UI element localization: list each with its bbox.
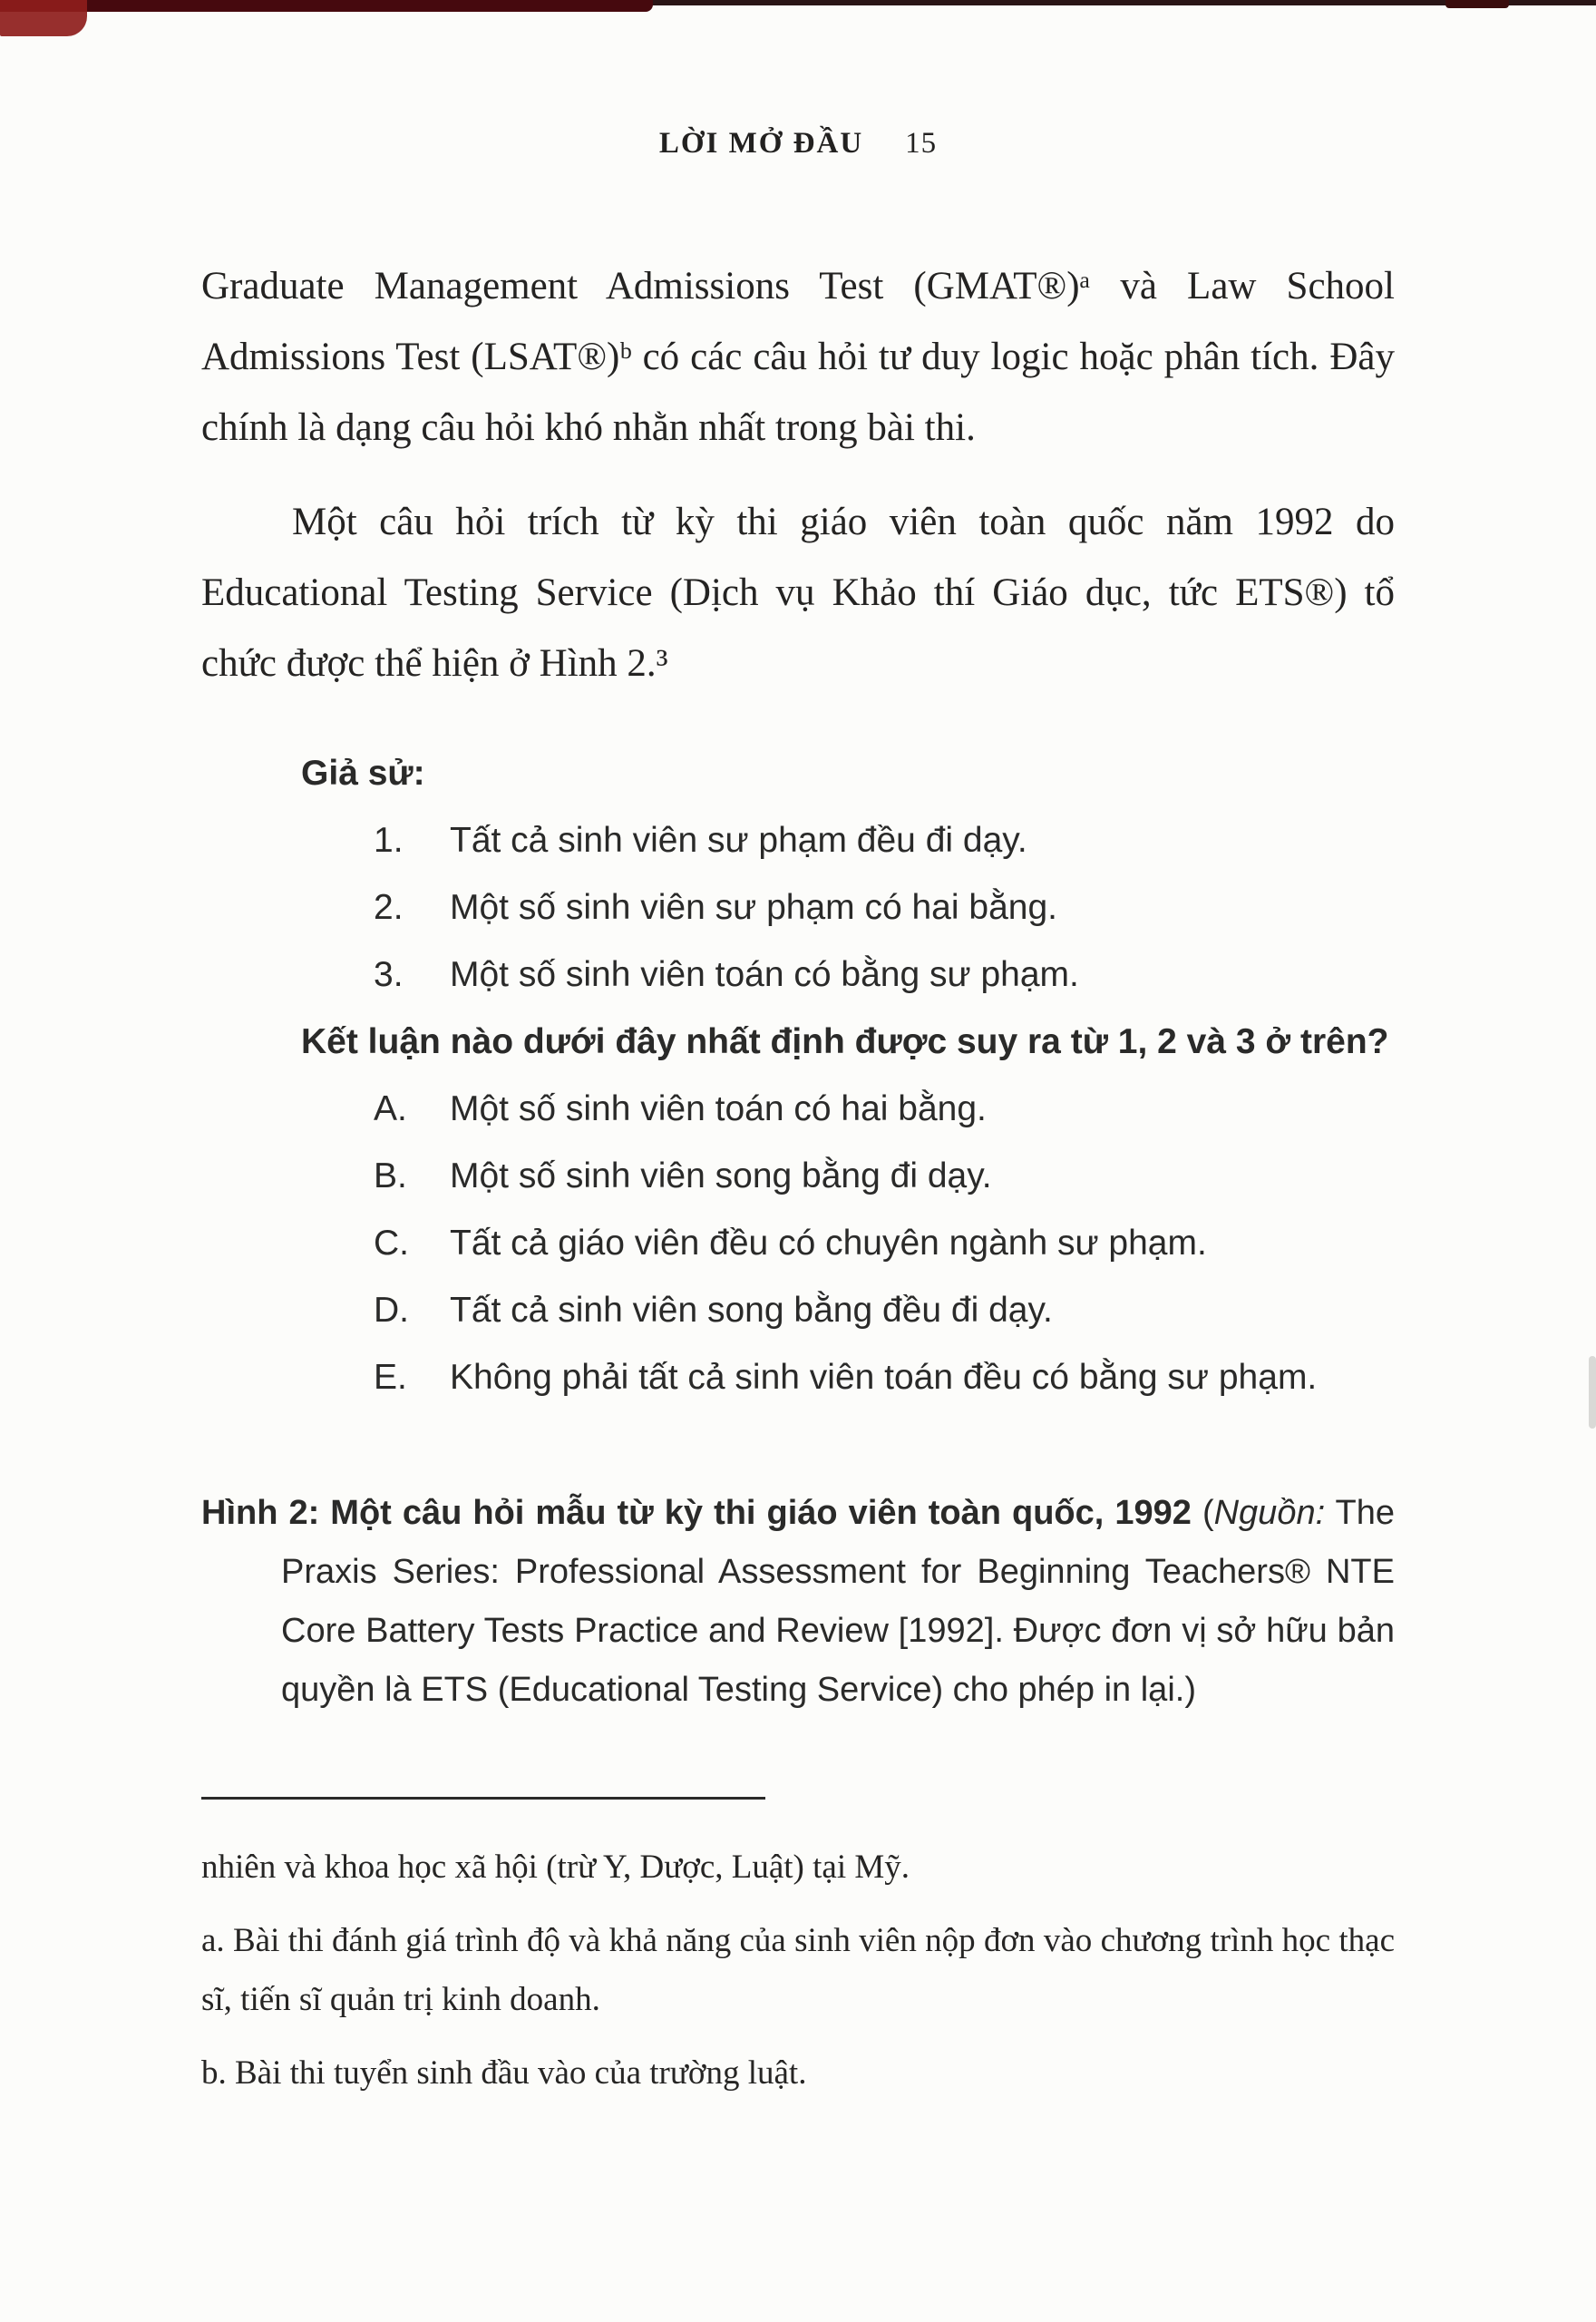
section-title: LỜI MỞ ĐẦU (658, 127, 864, 160)
option-item (374, 1344, 1395, 1411)
page-number: 15 (905, 127, 938, 160)
footnote-b: b. Bài thi tuyển sinh đầu vào của trường luật. (201, 2054, 807, 2092)
premise-list (201, 807, 1395, 1009)
premise-text: Một số sinh viên toán có bằng sư phạm. (450, 955, 1079, 994)
scan-edge-artifact-left (0, 0, 653, 12)
caption-title: Hình 2: Một câu hỏi mẫu từ kỳ thi giáo viên toàn quốc, 1992 (201, 1494, 1202, 1532)
premise-item (374, 941, 1395, 1009)
premise-number: 1. (374, 821, 404, 860)
option-text: Một số sinh viên toán có hai bằng. (450, 1089, 987, 1128)
footnote-continuation: nhiên và khoa học xã hội (trừ Y, Dược, Luật) tại Mỹ. (201, 1849, 910, 1886)
option-item (374, 1277, 1395, 1344)
assume-label: Giả sử: (301, 754, 425, 793)
caption-source-label: Nguồn: (1213, 1494, 1326, 1532)
question-text: Kết luận nào dưới đây nhất định được suy ra từ 1, 2 và 3 ở trên? (301, 1022, 1389, 1061)
caption-source-text: The Praxis Series: Professional Assessment for Beginning Teachers® NTE Core Battery Tests Practice and Review [1992]. Được đơn vị sở hữu bản quyền là ETS (Educational Testing Service) cho phép in lại.) (281, 1494, 1395, 1709)
premise-text: Một số sinh viên sư phạm có hai bằng. (450, 888, 1057, 927)
option-letter: C. (374, 1224, 409, 1263)
premise-item (374, 874, 1395, 941)
option-item (374, 1210, 1395, 1277)
footnote-separator (201, 1797, 765, 1800)
option-letter: A. (374, 1089, 407, 1128)
paragraph-gmat-lsat: Graduate Management Admissions Test (GMAT®)ᵃ và Law School Admissions Test (LSAT®)ᵇ có các câu hỏi tư duy logic hoặc phân tích. Đây chính là dạng câu hỏi khó nhằn nhất trong bài thi. (201, 265, 1395, 449)
caption-paren: ( (1202, 1494, 1214, 1532)
option-list (201, 1076, 1395, 1411)
premise-number: 3. (374, 955, 404, 994)
premise-text: Tất cả sinh viên sư phạm đều đi dạy. (450, 821, 1027, 860)
option-item (374, 1143, 1395, 1210)
option-text: Tất cả giáo viên đều có chuyên ngành sư phạm. (450, 1224, 1207, 1263)
option-item (374, 1076, 1395, 1143)
figure-caption (201, 1484, 1395, 1720)
footnotes (201, 1838, 1395, 2102)
premise-number: 2. (374, 888, 404, 927)
option-letter: D. (374, 1291, 409, 1330)
scan-edge-artifact-right (1445, 0, 1509, 8)
premise-item (374, 807, 1395, 874)
figure-question-block (201, 740, 1395, 1411)
scan-corner-red-mark (0, 0, 87, 36)
option-text: Không phải tất cả sinh viên toán đều có bằng sư phạm. (450, 1358, 1318, 1397)
scan-smudge (1589, 1356, 1596, 1429)
option-letter: B. (374, 1156, 407, 1195)
footnote-a: a. Bài thi đánh giá trình độ và khả năng của sinh viên nộp đơn vào chương trình học thạc sĩ, tiến sĩ quản trị kinh doanh. (201, 1922, 1395, 2018)
option-text: Một số sinh viên song bằng đi dạy. (450, 1156, 992, 1195)
running-head (201, 127, 1395, 161)
option-text: Tất cả sinh viên song bằng đều đi dạy. (450, 1291, 1053, 1330)
option-letter: E. (374, 1358, 407, 1397)
paragraph-sample-question: Một câu hỏi trích từ kỳ thi giáo viên toàn quốc năm 1992 do Educational Testing Service (Dịch vụ Khảo thí Giáo dục, tức ETS®) tổ chức được thể hiện ở Hình 2.³ (201, 501, 1395, 685)
